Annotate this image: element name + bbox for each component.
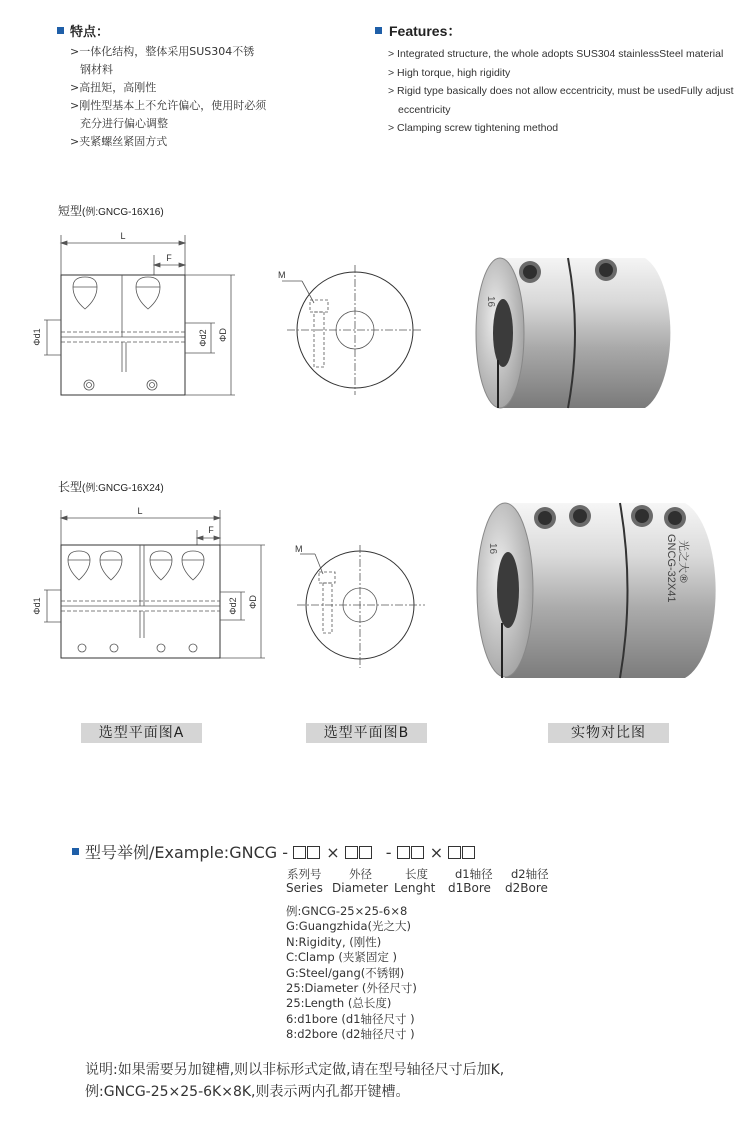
label-series-cn: 系列号	[287, 867, 322, 881]
product-size-mark: 16	[485, 296, 496, 308]
list-item: G:Steel/gang(不锈钢)	[286, 965, 405, 980]
label-series-en: Series	[286, 881, 323, 895]
dash-sign: -	[385, 843, 392, 862]
list-item: > Integrated structure, the whole adopts SUS304 stainlessSteel material	[388, 48, 724, 60]
long-type-drawing-b	[285, 540, 435, 675]
long-type-drawing-a	[30, 500, 270, 670]
placeholder-boxes	[293, 843, 321, 862]
short-type-title: 短型(例:GNCG-16X16)	[58, 204, 164, 218]
note-line-2: 例:GNCG-25×25-6K×8K,则表示两内孔都开键槽。	[85, 1084, 410, 1100]
product-brand-mark: 光之大®	[677, 540, 690, 584]
label-diameter-cn: 外径	[349, 867, 372, 881]
dim-f-label: F	[166, 253, 172, 263]
bullet-icon	[375, 27, 382, 34]
list-item: N:Rigidity, (刚性)	[286, 934, 382, 949]
label-d2-cn: d2轴径	[511, 867, 549, 881]
product-size-mark: 16	[487, 543, 498, 555]
note	[85, 1059, 504, 1103]
product-model-mark: GNCG-32X41	[665, 534, 677, 603]
list-item: > High torque, high rigidity	[388, 66, 511, 79]
placeholder-boxes	[397, 843, 425, 862]
caption-b: 选型平面图B	[306, 723, 427, 743]
long-type-title: 长型(例:GNCG-16X24)	[58, 480, 164, 494]
features-en-title: Features：	[389, 23, 462, 39]
dim-d1-label: Φd1	[32, 597, 42, 615]
placeholder-boxes	[345, 843, 373, 862]
label-length-en: Lenght	[394, 881, 436, 895]
list-item: 充分进行偏心调整	[80, 117, 168, 130]
dim-l-label: L	[137, 506, 143, 516]
dim-d2-label: Φd2	[198, 329, 208, 347]
label-d1-cn: d1轴径	[455, 867, 493, 881]
list-item: eccentricity	[398, 103, 451, 116]
short-type-drawing-a	[30, 225, 245, 410]
list-item: > Rigid type basically does not allow eccentricity, must be usedFully adjust	[388, 85, 734, 97]
dim-outer-d-label: ΦD	[248, 595, 258, 609]
caption-a: 选型平面图A	[81, 723, 202, 743]
product-photo-short	[470, 240, 685, 415]
list-item: 例:GNCG-25×25-6×8	[286, 904, 408, 918]
dim-d2-label: Φd2	[228, 597, 238, 615]
list-item: >刚性型基本上不允许偏心，使用时必须	[70, 99, 267, 112]
features-en-list	[388, 45, 748, 138]
list-item: 6:d1bore (d1轴径尺寸 )	[286, 1011, 415, 1026]
dim-outer-d-label: ΦD	[218, 328, 228, 342]
dim-d1-label: Φd1	[32, 328, 42, 346]
list-item: >高扭矩，高刚性	[70, 81, 157, 94]
caption-c: 实物对比图	[548, 723, 669, 743]
label-length-cn: 长度	[405, 867, 428, 881]
list-item: >夹紧螺丝紧固方式	[70, 135, 168, 148]
note-line-1: 说明:如果需要另加键槽,则以非标形式定做,请在型号轴径尺寸后加K,	[85, 1062, 505, 1078]
model-example-heading	[85, 840, 476, 863]
list-item: 8:d2bore (d2轴径尺寸 )	[286, 1027, 415, 1042]
model-example-title: 型号举例/Example:GNCG -	[85, 843, 288, 862]
list-item: 钢材料	[80, 63, 113, 76]
bullet-icon	[72, 848, 79, 855]
features-cn-list	[70, 43, 320, 151]
dim-m-label: M	[295, 544, 303, 554]
list-item: C:Clamp (夹紧固定 )	[286, 950, 397, 965]
product-photo-long	[470, 488, 730, 688]
bullet-icon	[57, 27, 64, 34]
list-item: >一体化结构，整体采用SUS304不锈	[70, 45, 255, 58]
times-sign: ×	[326, 843, 340, 862]
list-item: 25:Length (总长度)	[286, 996, 392, 1011]
dim-f-label: F	[208, 525, 214, 535]
short-type-drawing-b	[262, 260, 432, 405]
dim-m-label: M	[278, 270, 286, 280]
list-item: 25:Diameter (外径尺寸)	[286, 981, 417, 996]
features-cn-title: 特点：	[70, 25, 110, 40]
label-d2-en: d2Bore	[505, 881, 548, 895]
model-example-lines	[286, 904, 417, 1043]
times-sign: ×	[429, 843, 444, 862]
placeholder-boxes	[448, 843, 476, 862]
label-d1-en: d1Bore	[448, 881, 491, 895]
list-item: > Clamping screw tightening method	[388, 122, 559, 134]
list-item: G:Guangzhida(光之大)	[286, 919, 411, 934]
dim-l-label: L	[120, 231, 126, 241]
label-diameter-en: Diameter	[332, 881, 389, 895]
